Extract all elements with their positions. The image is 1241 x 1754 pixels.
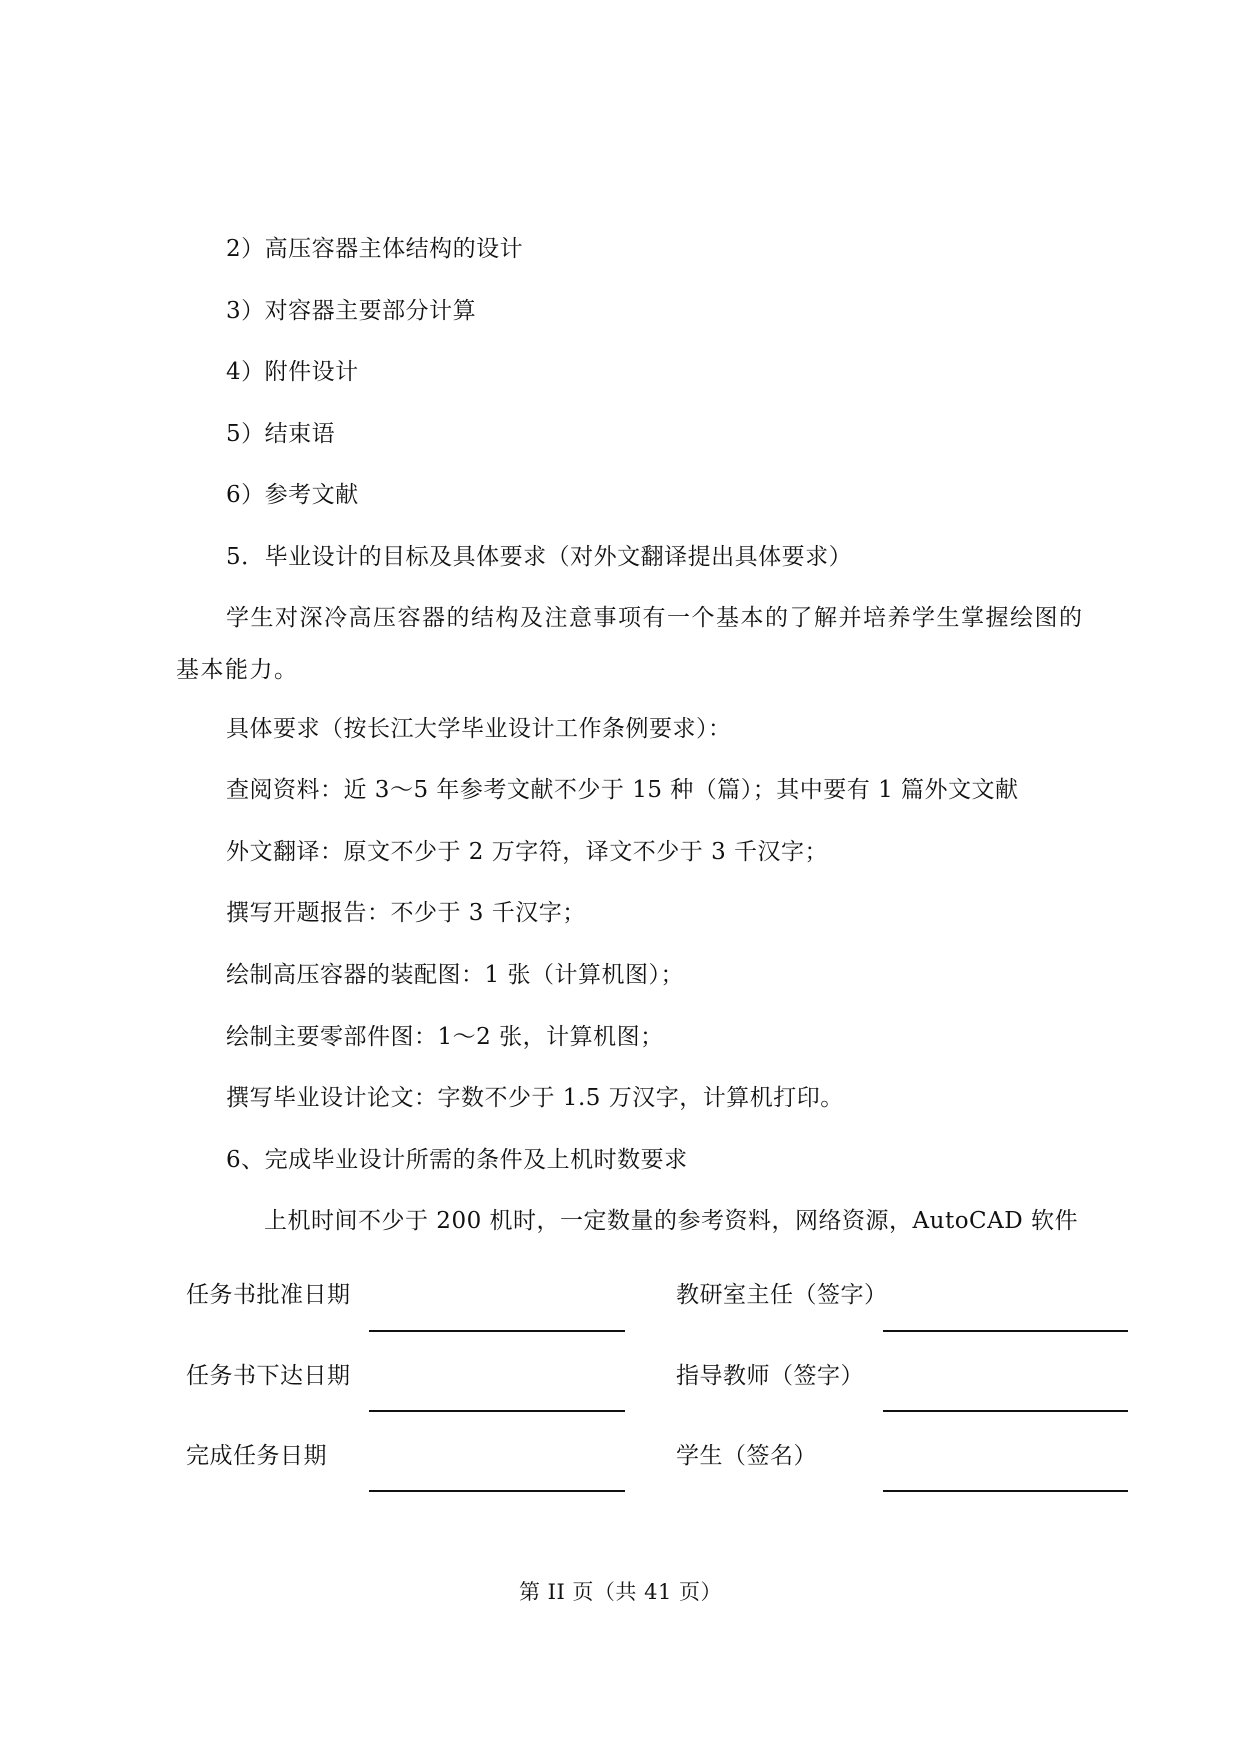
requirement-thesis: 撰写毕业设计论文：字数不少于 1.5 万汉字，计算机打印。 xyxy=(226,1085,844,1111)
list-item-2: 2）高压容器主体结构的设计 xyxy=(226,236,524,262)
issue-date-line xyxy=(369,1410,625,1412)
requirements-intro: 具体要求（按长江大学毕业设计工作条例要求）： xyxy=(226,716,732,742)
approval-date-line xyxy=(369,1330,625,1332)
section6-heading: 6、完成毕业设计所需的条件及上机时数要求 xyxy=(226,1147,688,1173)
section5-heading: 5．毕业设计的目标及具体要求（对外文翻译提出具体要求） xyxy=(226,544,853,570)
completion-date-line xyxy=(369,1490,625,1492)
director-signature-label: 教研室主任（签字） xyxy=(676,1282,888,1308)
requirement-translation: 外文翻译：原文不少于 2 万字符，译文不少于 3 千汉字； xyxy=(226,839,829,865)
section6-body: 上机时间不少于 200 机时，一定数量的参考资料，网络资源，AutoCAD 软件 xyxy=(264,1208,1078,1234)
page-number-footer: 第 II 页（共 41 页） xyxy=(518,1580,722,1604)
requirement-assembly-drawing: 绘制高压容器的装配图：1 张（计算机图）； xyxy=(226,962,684,988)
requirement-proposal: 撰写开题报告：不少于 3 千汉字； xyxy=(226,900,586,926)
list-item-3: 3）对容器主要部分计算 xyxy=(226,298,477,324)
requirement-part-drawings: 绘制主要零部件图：1～2 张，计算机图； xyxy=(226,1024,664,1050)
student-signature-line xyxy=(883,1490,1128,1492)
goal-paragraph: 学生对深冷高压容器的结构及注意事项有一个基本的了解并培养学生掌握绘图的基本能力。 xyxy=(176,605,1084,683)
issue-date-label: 任务书下达日期 xyxy=(186,1363,351,1389)
director-signature-line xyxy=(883,1330,1128,1332)
list-item-5: 5）结束语 xyxy=(226,421,336,447)
list-item-4: 4）附件设计 xyxy=(226,359,359,385)
completion-date-label: 完成任务日期 xyxy=(186,1443,327,1469)
advisor-signature-line xyxy=(883,1410,1128,1412)
student-signature-label: 学生（签名） xyxy=(676,1443,817,1469)
advisor-signature-label: 指导教师（签字） xyxy=(676,1363,864,1389)
requirement-references: 查阅资料：近 3～5 年参考文献不少于 15 种（篇）；其中要有 1 篇外文文献 xyxy=(226,777,1019,803)
list-item-6: 6）参考文献 xyxy=(226,482,359,508)
approval-date-label: 任务书批准日期 xyxy=(186,1282,351,1308)
